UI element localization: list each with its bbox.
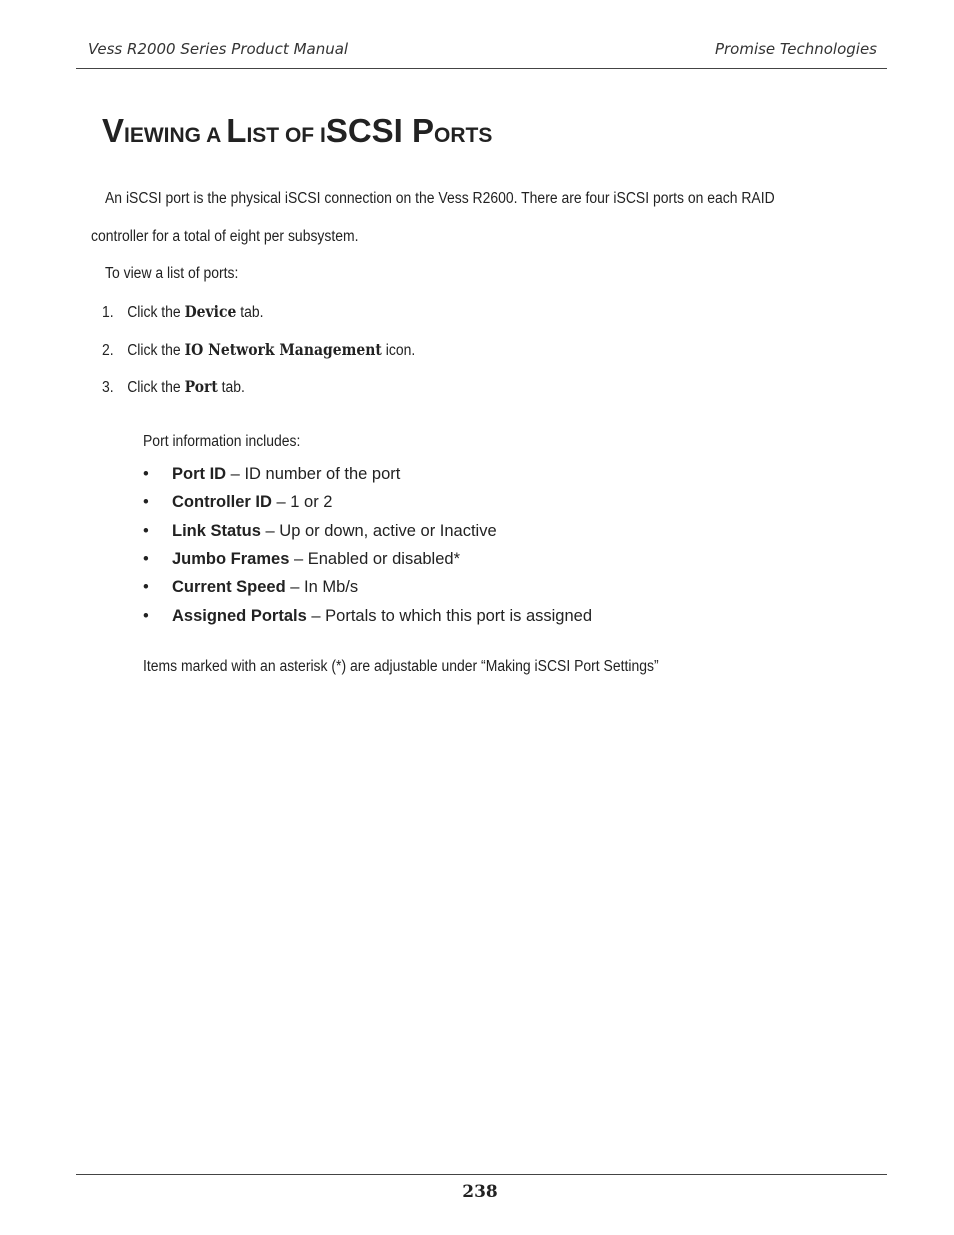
header-manual-title: Vess R2000 Series Product Manual [88, 40, 349, 58]
list-item: • Current Speed – In Mb/s [143, 578, 359, 596]
step-3: 3. Click the Port tab. [102, 377, 245, 396]
bullet-icon: • [143, 607, 149, 625]
view-ports-instruction: To view a list of ports: [105, 265, 239, 282]
page-number: 238 [462, 1182, 498, 1202]
list-item: • Controller ID – 1 or 2 [143, 493, 333, 511]
list-item: • Assigned Portals – Portals to which this port is assigned [143, 607, 593, 625]
bullet-icon: • [143, 522, 149, 540]
step-1-ui-term: Device [184, 302, 237, 321]
bullet-icon: • [143, 465, 149, 483]
bullet-icon: • [143, 550, 149, 568]
page-title: VIEWING A LIST OF ISCSI PORTS [102, 112, 493, 149]
bullet-icon: • [143, 493, 149, 511]
intro-paragraph-line-1: An iSCSI port is the physical iSCSI connection on the Vess R2600. There are four iSCSI ports on each RAID [105, 190, 775, 207]
footer-divider [76, 1174, 887, 1175]
step-2-ui-term: IO Network Management [184, 340, 382, 359]
list-item: • Jumbo Frames – Enabled or disabled* [143, 550, 460, 568]
step-1: 1. Click the Device tab. [102, 302, 264, 321]
step-3-ui-term: Port [184, 377, 218, 396]
step-2: 2. Click the IO Network Management icon. [102, 340, 416, 359]
header-divider [76, 68, 887, 69]
intro-paragraph-line-2: controller for a total of eight per subsystem. [91, 228, 359, 245]
list-item: • Link Status – Up or down, active or Inactive [143, 522, 497, 540]
asterisk-note: Items marked with an asterisk (*) are adjustable under “Making iSCSI Port Settings” [143, 658, 659, 675]
port-info-intro: Port information includes: [143, 433, 301, 450]
list-item: • Port ID – ID number of the port [143, 465, 401, 483]
bullet-icon: • [143, 578, 149, 596]
header-company: Promise Technologies [714, 40, 877, 58]
